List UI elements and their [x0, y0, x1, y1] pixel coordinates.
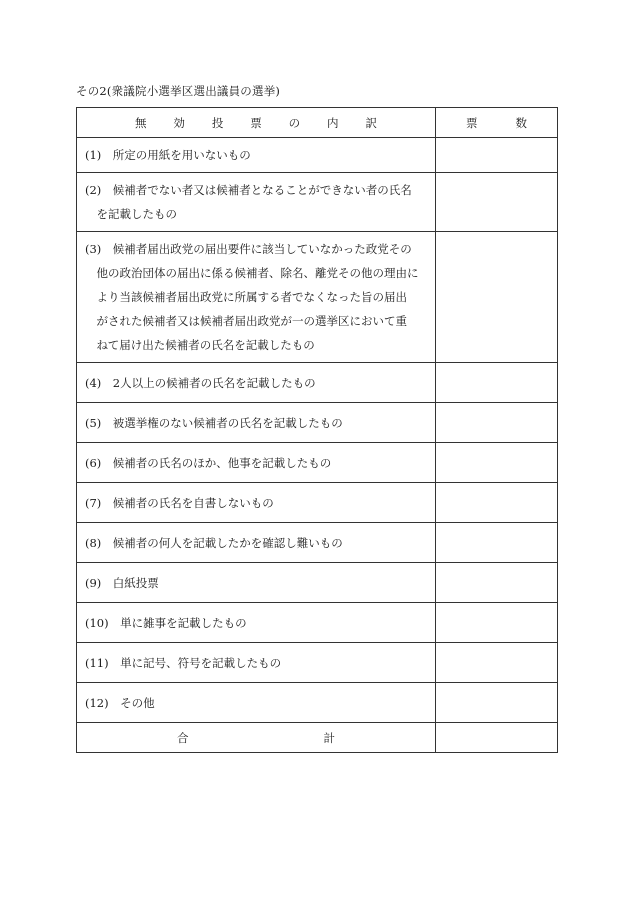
item-text: 候補者の何人を記載したかを確認し難いもの	[112, 535, 343, 550]
header-char: 訳	[365, 115, 377, 130]
header-char: 投	[211, 115, 224, 130]
invalid-votes-table	[76, 107, 558, 753]
item-text: 白紙投票	[112, 575, 159, 590]
total-label-cell	[77, 723, 436, 753]
vote-count-cell[interactable]	[436, 363, 558, 403]
table-row	[77, 523, 558, 563]
total-char: 計	[323, 730, 335, 745]
item-number: (10)	[85, 615, 109, 630]
item-text: 単に雑事を記載したもの	[120, 615, 247, 630]
total-char: 合	[177, 730, 189, 745]
vote-count-cell[interactable]	[436, 523, 558, 563]
header-vote-count	[436, 108, 558, 138]
item-text: その他	[120, 695, 155, 710]
header-char: 数	[515, 115, 527, 130]
header-char: 票	[250, 115, 262, 130]
item-number: (4)	[85, 375, 102, 390]
vote-count-cell[interactable]	[436, 443, 558, 483]
table-header-row	[77, 108, 558, 138]
table-row	[77, 683, 558, 723]
vote-count-cell[interactable]	[436, 603, 558, 643]
item-number: (6)	[85, 455, 102, 470]
header-breakdown	[77, 108, 436, 138]
item-number: (1)	[85, 148, 102, 162]
item-text: 被選挙権のない候補者の氏名を記載したもの	[112, 415, 343, 430]
vote-count-cell[interactable]	[436, 403, 558, 443]
vote-count-cell[interactable]	[436, 138, 558, 173]
item-text: ねて届け出た候補者の氏名を記載したもの	[96, 338, 315, 352]
item-text: より当該候補者届出政党に所属する者でなくなった旨の届出	[96, 290, 407, 304]
table-row	[77, 563, 558, 603]
item-number: (3)	[85, 242, 102, 256]
item-text: がされた候補者又は候補者届出政党が一の選挙区において重	[96, 314, 407, 328]
item-text: 他の政治団体の届出に係る候補者、除名、離党その他の理由に	[96, 266, 419, 280]
item-number: (7)	[85, 495, 102, 510]
vote-count-cell[interactable]	[436, 483, 558, 523]
vote-count-cell[interactable]	[436, 232, 558, 363]
item-text: を記載したもの	[96, 207, 177, 221]
vote-count-cell[interactable]	[436, 643, 558, 683]
total-row	[77, 723, 558, 753]
vote-count-cell[interactable]	[436, 173, 558, 232]
header-char: 無	[135, 115, 147, 130]
table-row	[77, 483, 558, 523]
item-text: 2人以上の候補者の氏名を記載したもの	[112, 375, 316, 390]
item-number: (5)	[85, 415, 102, 430]
table-row	[77, 643, 558, 683]
table-row	[77, 403, 558, 443]
table-row	[77, 363, 558, 403]
item-number: (2)	[85, 183, 102, 197]
total-count-cell[interactable]	[436, 723, 558, 753]
vote-count-cell[interactable]	[436, 683, 558, 723]
table-row	[77, 603, 558, 643]
item-number: (8)	[85, 535, 102, 550]
item-number: (9)	[85, 575, 102, 590]
header-char: の	[288, 115, 301, 130]
table-row	[77, 138, 558, 173]
page-title: その2(衆議院小選挙区選出議員の選挙)	[76, 84, 281, 98]
item-text: 候補者の氏名のほか、他事を記載したもの	[112, 455, 332, 470]
header-char: 内	[327, 115, 339, 130]
table-row	[77, 173, 558, 232]
item-text: 候補者届出政党の届出要件に該当していなかった政党その	[112, 242, 412, 256]
item-number: (12)	[85, 695, 109, 710]
vote-count-cell[interactable]	[436, 563, 558, 603]
item-text: 所定の用紙を用いないもの	[112, 148, 251, 162]
header-char: 効	[173, 115, 185, 130]
item-number: (11)	[85, 655, 109, 670]
item-text: 単に記号、符号を記載したもの	[120, 655, 282, 670]
table-row	[77, 232, 558, 363]
item-text: 候補者の氏名を自書しないもの	[112, 495, 274, 510]
header-char: 票	[466, 115, 478, 130]
table-row	[77, 443, 558, 483]
item-text: 候補者でない者又は候補者となることができない者の氏名	[112, 183, 412, 197]
